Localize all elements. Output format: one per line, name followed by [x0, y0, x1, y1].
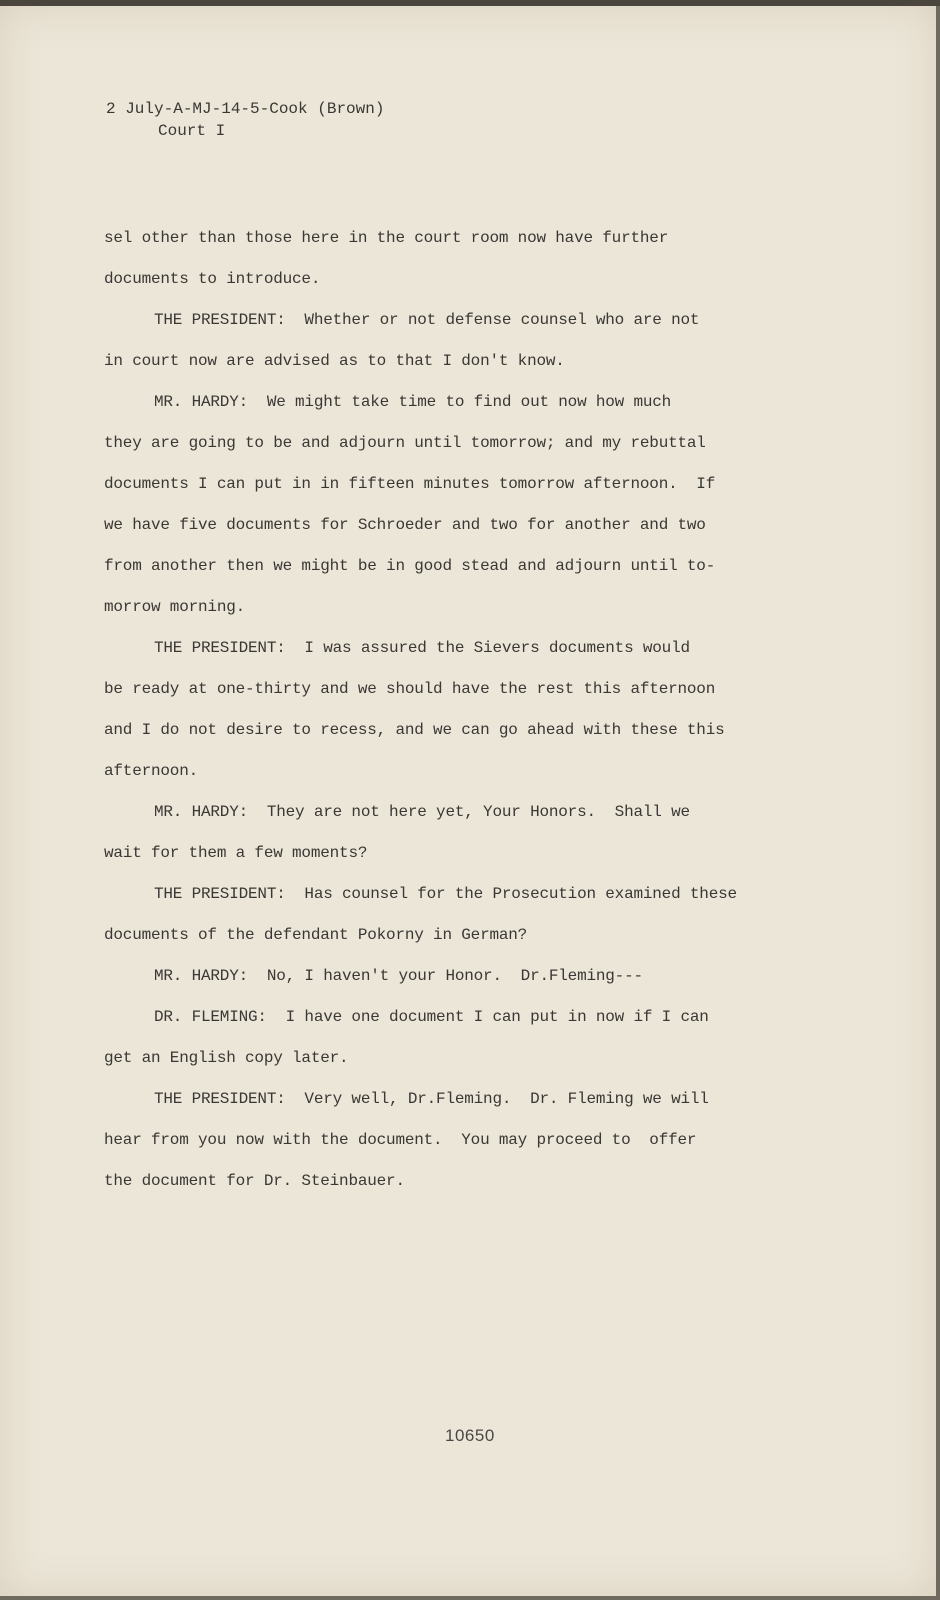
- transcript-line: MR. HARDY: No, I haven't your Honor. Dr.Fleming---: [154, 967, 643, 985]
- page-number: 10650: [445, 1426, 495, 1445]
- transcript-line: THE PRESIDENT: Has counsel for the Prosecution examined these: [154, 885, 737, 903]
- header-session-line: 2 July-A-MJ-14-5-Cook (Brown): [106, 100, 385, 118]
- transcript-line: and I do not desire to recess, and we can go ahead with these this: [104, 721, 725, 739]
- transcript-line: they are going to be and adjourn until tomorrow; and my rebuttal: [104, 434, 706, 452]
- transcript-line: the document for Dr. Steinbauer.: [104, 1172, 405, 1190]
- document-header: [106, 98, 384, 142]
- header-court-line: Court I: [158, 122, 226, 140]
- transcript-line: get an English copy later.: [104, 1049, 349, 1067]
- transcript-body: [104, 218, 804, 1202]
- transcript-line: sel other than those here in the court room now have further: [104, 229, 669, 247]
- transcript-line: DR. FLEMING: I have one document I can put in now if I can: [154, 1008, 709, 1026]
- transcript-line: THE PRESIDENT: Very well, Dr.Fleming. Dr. Fleming we will: [154, 1090, 709, 1108]
- transcript-line: THE PRESIDENT: Whether or not defense counsel who are not: [154, 311, 700, 329]
- transcript-line: morrow morning.: [104, 598, 246, 616]
- transcript-line: afternoon.: [104, 762, 199, 780]
- transcript-line: documents of the defendant Pokorny in German?: [104, 926, 528, 944]
- transcript-line: be ready at one-thirty and we should have the rest this afternoon: [104, 680, 716, 698]
- transcript-line: documents to introduce.: [104, 270, 321, 288]
- transcript-line: hear from you now with the document. You may proceed to offer: [104, 1131, 697, 1149]
- transcript-line: in court now are advised as to that I don't know.: [104, 352, 565, 370]
- transcript-line: MR. HARDY: We might take time to find out now how much: [154, 393, 672, 411]
- transcript-line: documents I can put in in fifteen minutes tomorrow afternoon. If: [104, 475, 716, 493]
- transcript-line: we have five documents for Schroeder and two for another and two: [104, 516, 706, 534]
- transcript-line: wait for them a few moments?: [104, 844, 368, 862]
- transcript-line: THE PRESIDENT: I was assured the Sievers documents would: [154, 639, 690, 657]
- transcript-line: from another then we might be in good stead and adjourn until to-: [104, 557, 716, 575]
- transcript-line: MR. HARDY: They are not here yet, Your Honors. Shall we: [154, 803, 690, 821]
- document-page: [0, 6, 936, 1596]
